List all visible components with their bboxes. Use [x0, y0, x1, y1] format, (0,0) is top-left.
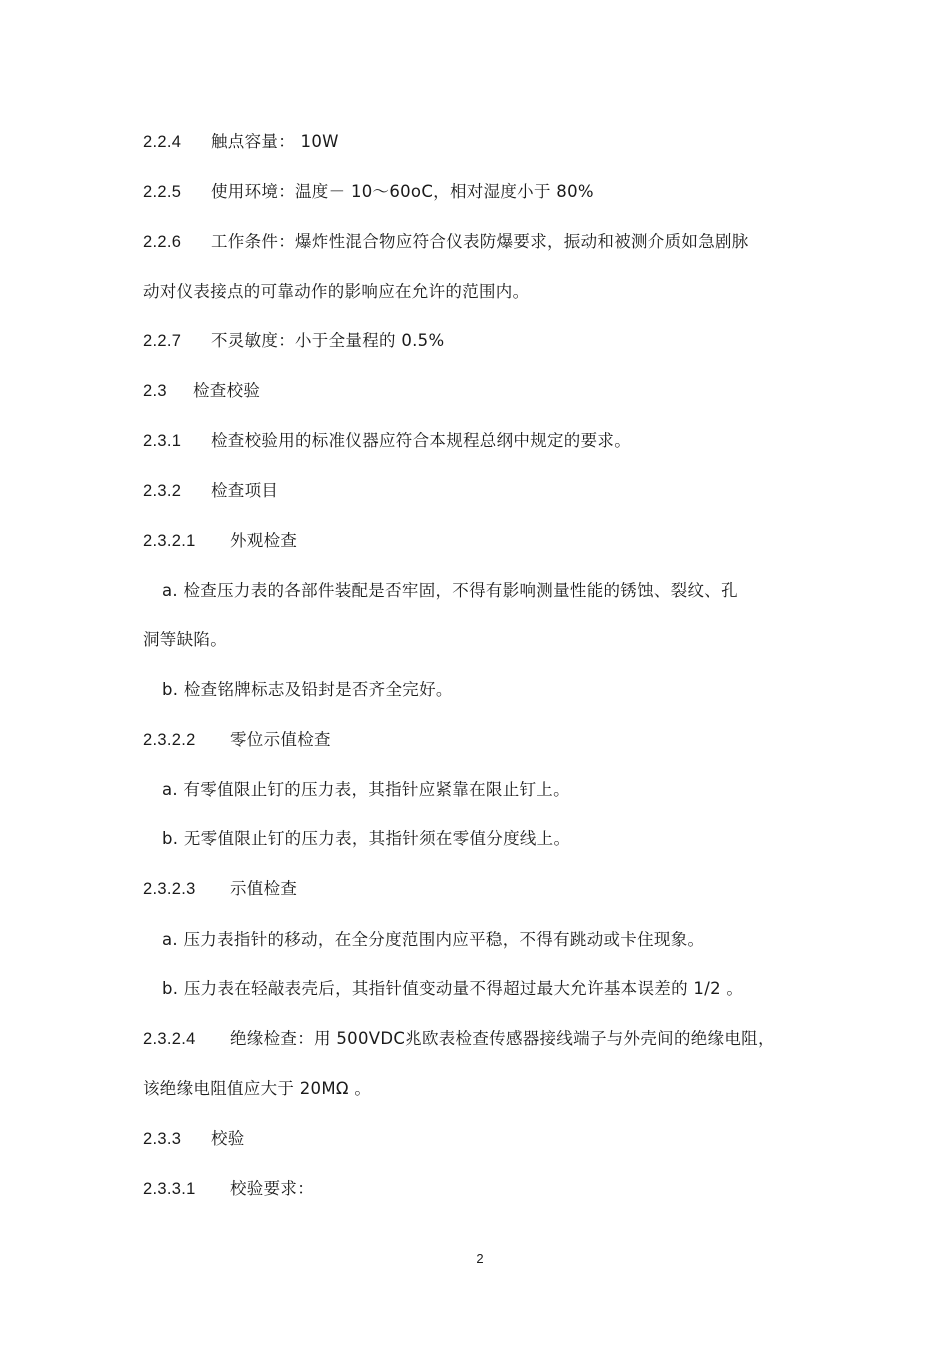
- paragraph-2-2-6: [143, 232, 749, 252]
- section-number: 2.3.2: [143, 482, 182, 500]
- section-number: 2.2.6: [143, 233, 182, 251]
- paragraph-text: b. 无零值限止钉的压力表，其指针须在零值分度线上。: [162, 829, 571, 848]
- heading-text: 校验要求：: [230, 1179, 314, 1198]
- heading-text: 外观检查: [230, 531, 298, 550]
- paragraph-text: a. 有零值限止钉的压力表，其指针应紧靠在限止钉上。: [162, 780, 570, 799]
- list-item-b: [162, 979, 743, 999]
- heading-text: 检查项目: [211, 481, 279, 500]
- paragraph-2-3-2-4: [143, 1029, 775, 1049]
- paragraph-text: 不灵敏度：小于全量程的 0.5%: [211, 331, 445, 350]
- paragraph-text: a. 压力表指针的移动，在全分度范围内应平稳，不得有跳动或卡住现象。: [162, 930, 705, 949]
- paragraph-text: b. 检查铭牌标志及铅封是否齐全完好。: [162, 680, 453, 699]
- paragraph-2-2-7: [143, 331, 444, 351]
- heading-2-3-2-1: [143, 531, 297, 551]
- heading-2-3-2-2: [143, 730, 331, 750]
- section-number: 2.2.4: [143, 133, 182, 151]
- paragraph-text: 该绝缘电阻值应大于 20MΩ 。: [143, 1079, 372, 1098]
- section-number: 2.3.2.4: [143, 1030, 196, 1048]
- paragraph-text: b. 压力表在轻敲表壳后，其指针值变动量不得超过最大允许基本误差的 1/2 。: [162, 979, 744, 998]
- heading-text: 零位示值检查: [230, 730, 331, 749]
- heading-2-3-2: [143, 481, 278, 501]
- list-item-a: [162, 780, 570, 800]
- heading-2-3: [143, 381, 260, 401]
- paragraph-text: 触点容量： 10W: [211, 132, 339, 151]
- paragraph-text: 绝缘检查：用 500VDC兆欧表检查传感器接线端子与外壳间的绝缘电阻，: [230, 1029, 775, 1048]
- paragraph-text: 工作条件：爆炸性混合物应符合仪表防爆要求，振动和被测介质如急剧脉: [211, 232, 749, 251]
- heading-text: 检查校验: [193, 381, 261, 400]
- list-item-b: [162, 829, 570, 849]
- heading-text: 示值检查: [230, 879, 298, 898]
- paragraph-continuation: [143, 282, 529, 302]
- paragraph-2-3-1: [143, 431, 631, 451]
- list-item-a: [162, 581, 738, 601]
- section-number: 2.3.2.3: [143, 880, 196, 898]
- heading-2-3-2-3: [143, 879, 297, 899]
- paragraph-text: 检查校验用的标准仪器应符合本规程总纲中规定的要求。: [211, 431, 631, 450]
- paragraph-text: 使用环境：温度－ 10～60oC，相对湿度小于 80%: [211, 182, 594, 201]
- section-number: 2.3.3: [143, 1130, 182, 1148]
- heading-2-3-3: [143, 1129, 245, 1149]
- section-number: 2.3.2.2: [143, 731, 196, 749]
- section-number: 2.2.5: [143, 183, 182, 201]
- list-item-a: [162, 930, 704, 950]
- paragraph-2-2-4: [143, 132, 339, 152]
- heading-2-3-3-1: [143, 1179, 314, 1199]
- paragraph-text: a. 检查压力表的各部件装配是否牢固，不得有影响测量性能的锈蚀、裂纹、孔: [162, 581, 738, 600]
- section-number: 2.3: [143, 382, 167, 400]
- section-number: 2.3.2.1: [143, 532, 196, 550]
- heading-text: 校验: [211, 1129, 245, 1148]
- section-number: 2.3.3.1: [143, 1180, 196, 1198]
- paragraph-continuation: [143, 1079, 371, 1099]
- section-number: 2.3.1: [143, 432, 182, 450]
- paragraph-continuation: [143, 630, 227, 650]
- list-item-b: [162, 680, 453, 700]
- paragraph-text: 动对仪表接点的可靠动作的影响应在允许的范围内。: [143, 282, 530, 301]
- paragraph-text: 洞等缺陷。: [143, 630, 227, 649]
- page-number: 2: [476, 1251, 484, 1266]
- section-number: 2.2.7: [143, 332, 182, 350]
- paragraph-2-2-5: [143, 182, 594, 202]
